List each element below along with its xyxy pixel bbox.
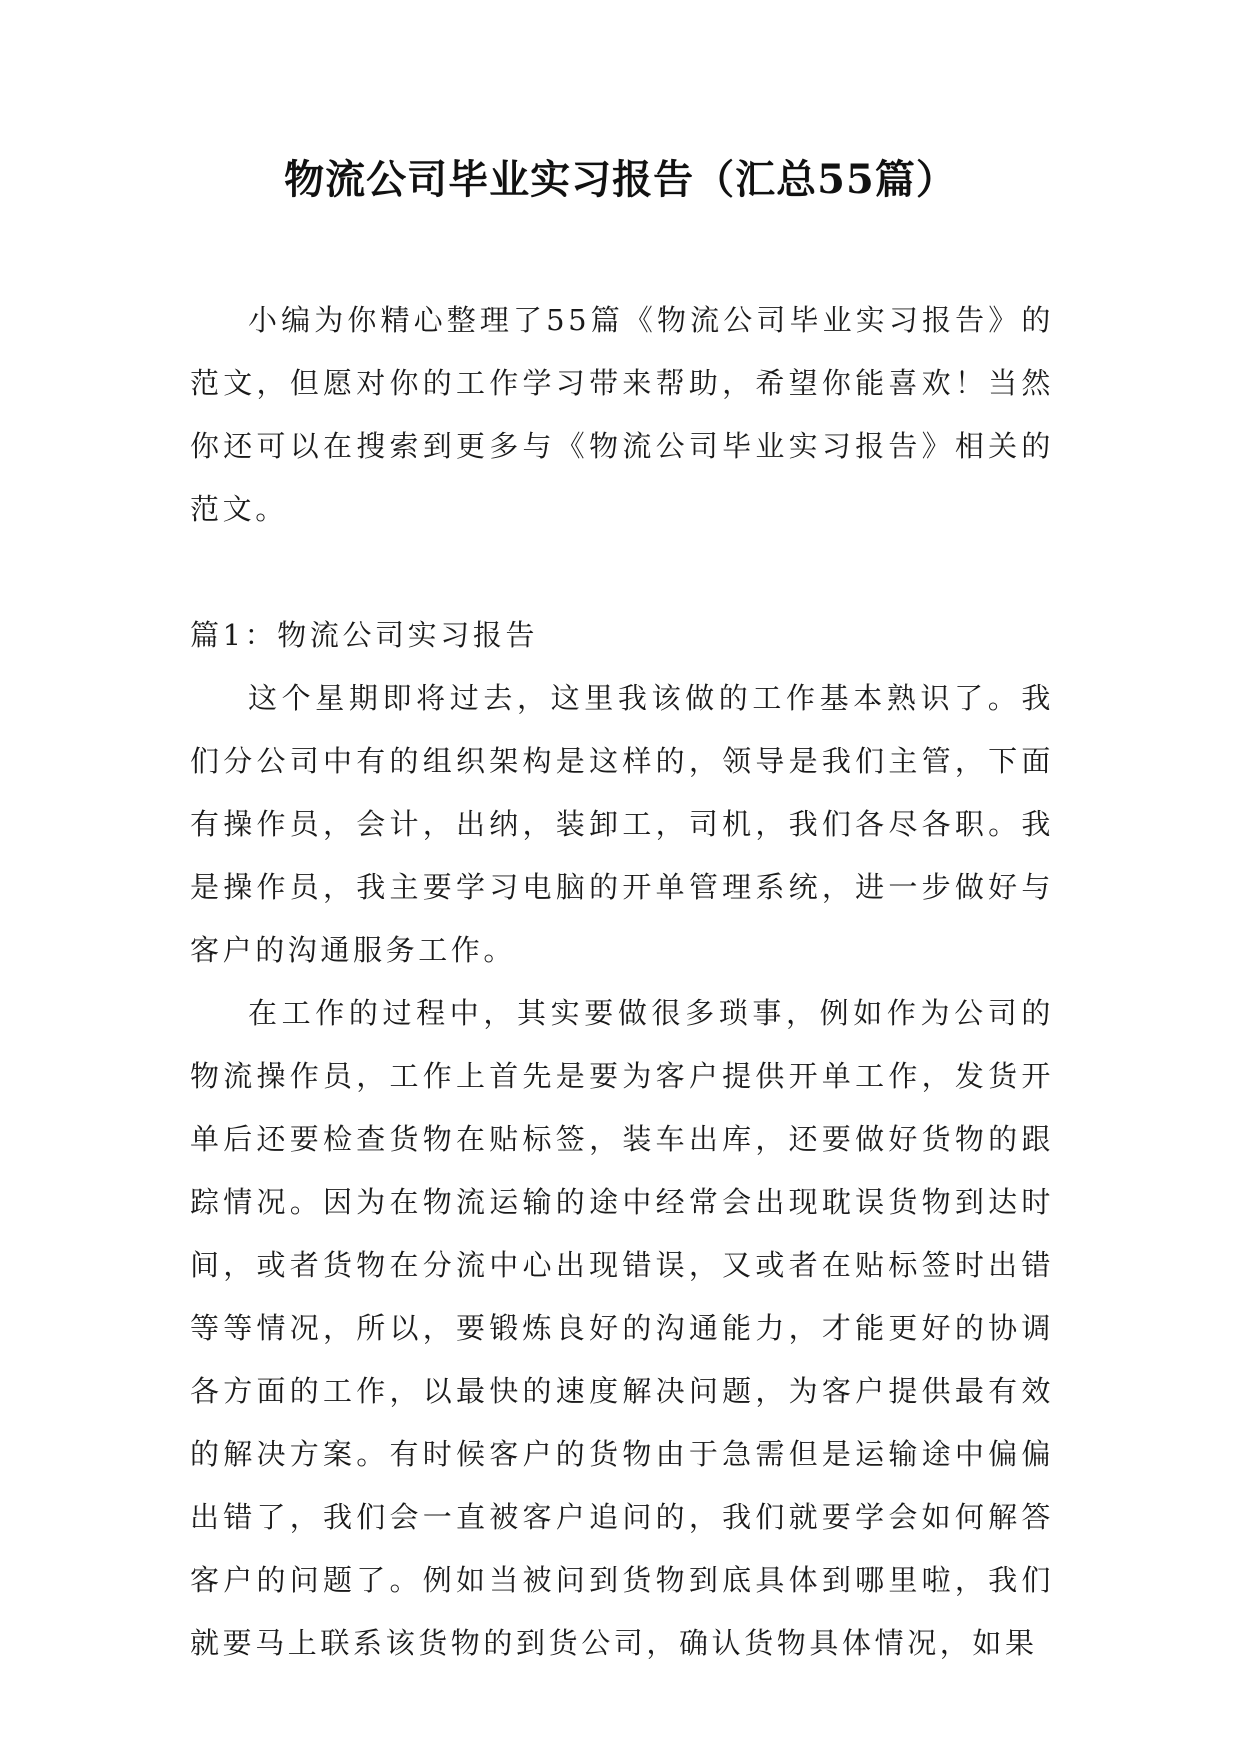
document-body <box>190 289 1054 1675</box>
document-title: 物流公司毕业实习报告（汇总55篇） <box>284 156 957 203</box>
intro-paragraph: 小编为你精心整理了55篇《物流公司毕业实习报告》的范文，但愿对你的工作学习带来帮助，希望你能喜欢！当然你还可以在搜索到更多与《物流公司毕业实习报告》相关的范文。 <box>190 303 1054 526</box>
body-paragraph-1: 这个星期即将过去，这里我该做的工作基本熟识了。我们分公司中有的组织架构是这样的，领导是我们主管，下面有操作员，会计，出纳，装卸工，司机，我们各尽各职。我是操作员，我主要学习电脑的开单管理系统，进一步做好与客户的沟通服务工作。 <box>190 681 1054 967</box>
body-paragraph-2: 在工作的过程中，其实要做很多琐事，例如作为公司的物流操作员，工作上首先是要为客户提供开单工作，发货开单后还要检查货物在贴标签，装车出库，还要做好货物的跟踪情况。因为在物流运输的途中经常会出现耽误货物到达时间，或者货物在分流中心出现错误，又或者在贴标签时出错等等情况，所以，要锻炼良好的沟通能力，才能更好的协调各方面的工作，以最快的速度解决问题，为客户提供最有效的解决方案。有时候客户的货物由于急需但是运输途中偏偏出错了，我们会一直被客户追问的，我们就要学会如何解答客户的问题了。例如当被问到货物到底具体到哪里啦，我们就要马上联系该货物的到货公司，确认货物具体情况，如果 <box>190 996 1054 1660</box>
section-heading: 篇1：物流公司实习报告 <box>190 618 539 652</box>
paragraph-spacer <box>190 541 1054 604</box>
